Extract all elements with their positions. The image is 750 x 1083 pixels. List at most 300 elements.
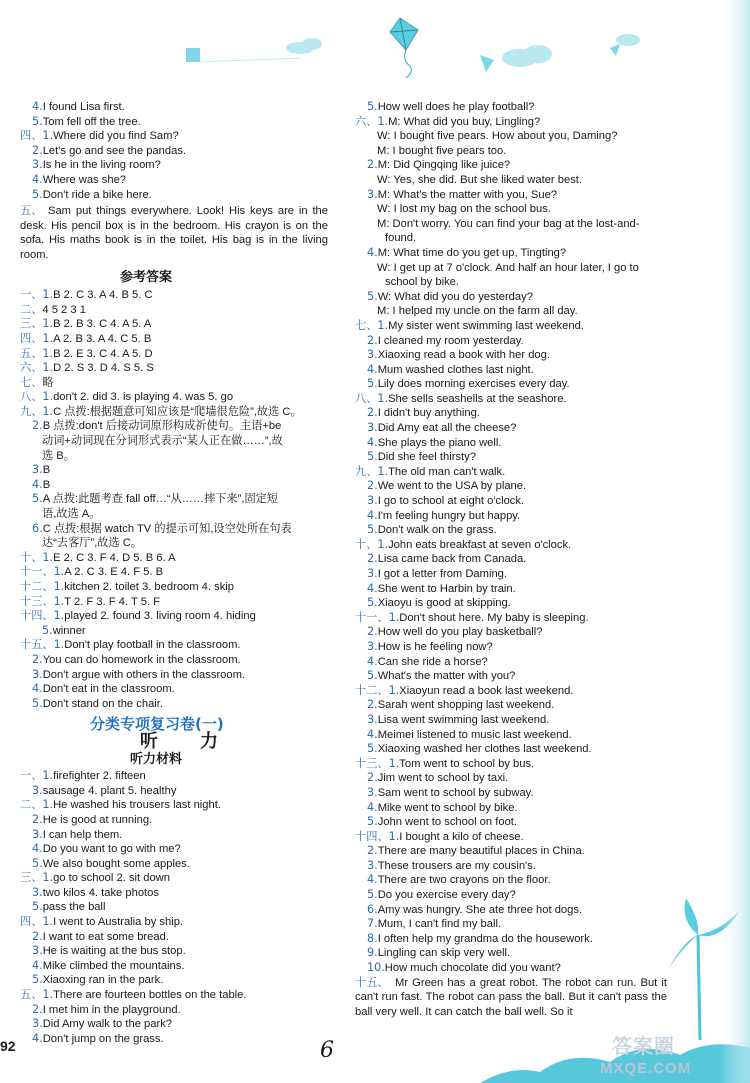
item-text: You can do homework in the classroom. xyxy=(42,653,241,666)
item-text: 达“去客厅”,故选 C。 xyxy=(42,537,143,550)
text-line xyxy=(20,1003,340,1018)
text-line xyxy=(20,784,340,799)
item-text: sausage 4. plant 5. healthy xyxy=(42,784,177,797)
text-line xyxy=(355,188,730,203)
item-text: Is he in the living room? xyxy=(42,159,161,172)
text-line xyxy=(20,944,340,959)
text-line xyxy=(355,698,730,713)
footer-left-number: 92 xyxy=(0,1038,16,1054)
item-number: 3. xyxy=(367,187,378,201)
text-line xyxy=(20,478,340,493)
item-number: 4. xyxy=(367,654,378,668)
item-text: B xyxy=(42,464,51,477)
item-number: 十四、1. xyxy=(355,829,400,843)
item-number: 5. xyxy=(367,450,378,464)
text-line xyxy=(20,668,340,683)
item-text: Don't walk on the grass. xyxy=(377,524,497,537)
item-number: 五、1. xyxy=(20,346,54,360)
item-text: 动词+动词现在分词形式表示“某人正在做……”,故 xyxy=(42,435,283,448)
item-number: 十一、1. xyxy=(20,565,65,579)
paragraph-number: 五、 xyxy=(20,204,43,218)
text-line xyxy=(355,158,730,173)
item-text: We also bought some apples. xyxy=(42,857,190,870)
item-text: D 2. S 3. D 4. S 5. S xyxy=(53,362,154,375)
item-number: 2. xyxy=(367,698,378,712)
item-text: We went to the USA by plane. xyxy=(377,480,527,493)
item-number: 5. xyxy=(367,100,378,113)
item-number: 4. xyxy=(367,581,378,595)
item-text: 选 B。 xyxy=(42,449,75,462)
text-line xyxy=(355,450,730,465)
item-number: 十五、1. xyxy=(20,638,65,652)
text-line xyxy=(20,930,340,945)
item-number: 2. xyxy=(32,143,43,157)
text-line xyxy=(20,332,340,347)
item-text: He washed his trousers last night. xyxy=(53,799,221,812)
item-text: kitchen 2. toilet 3. bedroom 4. skip xyxy=(64,581,235,593)
answer-title: 参考答案 xyxy=(120,269,173,285)
text-line xyxy=(355,363,730,378)
item-text: Don't play football in the classroom. xyxy=(64,639,241,652)
item-number: 十、1. xyxy=(20,550,54,564)
item-text: Sarah went shopping last weekend. xyxy=(377,699,555,712)
item-text: 略 xyxy=(42,376,54,389)
item-text: W: Yes, she did. But she liked water best. xyxy=(377,173,583,186)
paragraph-number: 十五、 xyxy=(355,975,389,989)
item-number: 4. xyxy=(32,958,43,972)
item-text: Xiaoyu is good at skipping. xyxy=(377,597,511,610)
item-number: 七、1. xyxy=(355,318,389,332)
item-number: 9. xyxy=(367,946,378,960)
text-line xyxy=(355,932,730,947)
item-number: 3. xyxy=(367,858,378,872)
text-line xyxy=(20,915,340,930)
item-text: Let's go and see the pandas. xyxy=(42,144,187,157)
item-text: B xyxy=(42,478,51,491)
item-text: Jim went to school by taxi. xyxy=(377,772,509,785)
right-lines xyxy=(355,100,730,976)
text-line xyxy=(355,640,730,655)
text-line xyxy=(355,509,730,524)
item-number: 5. xyxy=(367,377,378,391)
item-text: He is good at running. xyxy=(42,813,153,826)
item-number: 2. xyxy=(367,625,378,639)
text-line xyxy=(355,625,730,640)
item-number: 三、1. xyxy=(20,317,54,331)
item-text: Can she ride a horse? xyxy=(377,655,488,668)
text-line xyxy=(355,713,730,728)
text-line xyxy=(20,886,340,901)
kite-icon xyxy=(390,18,418,78)
text-line xyxy=(355,888,730,903)
text-line xyxy=(355,946,730,961)
text-line xyxy=(355,903,730,918)
item-text: Mum washed clothes last night. xyxy=(377,363,534,376)
item-text: Tom fell off the tree. xyxy=(42,115,141,128)
text-line xyxy=(355,334,730,349)
item-number: 6. xyxy=(367,902,378,916)
item-number: 四、1. xyxy=(20,331,54,345)
text-line xyxy=(355,873,730,888)
item-text: Don't argue with others in the classroom. xyxy=(42,668,246,681)
item-number: 3. xyxy=(32,944,43,958)
text-line xyxy=(355,844,730,859)
text-line xyxy=(355,742,730,757)
text-line xyxy=(355,377,730,392)
text-line xyxy=(20,173,340,188)
text-line xyxy=(20,1017,340,1032)
item-number: 3. xyxy=(367,348,378,362)
item-text: Lingling can skip very well. xyxy=(377,947,511,960)
text-line xyxy=(355,757,730,772)
text-line xyxy=(355,144,730,159)
item-text: Lisa went swimming last weekend. xyxy=(377,713,550,726)
text-line xyxy=(355,290,730,305)
text-line xyxy=(20,595,340,610)
text-line xyxy=(355,304,730,319)
text-line xyxy=(20,303,340,318)
text-line xyxy=(355,348,730,363)
item-text: I got a letter from Daming. xyxy=(377,568,508,580)
item-text: I didn't buy anything. xyxy=(377,407,480,420)
text-line xyxy=(20,158,340,173)
item-text: Amy was hungry. She ate three hot dogs. xyxy=(377,903,583,916)
item-number: 一、1. xyxy=(20,288,54,302)
item-number: 5. xyxy=(367,742,378,756)
item-text: How much chocolate did you want? xyxy=(384,962,561,975)
item-text: He is waiting at the bus stop. xyxy=(42,945,186,958)
item-text: Tom went to school by bus. xyxy=(399,757,535,770)
item-number: 5. xyxy=(42,623,53,637)
item-text: I met him in the playground. xyxy=(42,1003,181,1016)
item-number: 3. xyxy=(32,783,43,797)
item-text: I can help them. xyxy=(42,828,123,841)
item-number: 4. xyxy=(367,362,378,376)
item-number: 4. xyxy=(32,100,43,113)
item-text: John eats breakfast at seven o'clock. xyxy=(388,538,572,551)
text-line xyxy=(20,522,340,537)
item-number: 3. xyxy=(32,158,43,172)
text-line xyxy=(355,202,730,217)
item-text: I found Lisa first. xyxy=(42,101,125,113)
item-text: Don't ride a bike here. xyxy=(42,188,152,201)
item-number: 5. xyxy=(367,888,378,902)
item-text: I'm feeling hungry but happy. xyxy=(377,509,521,522)
item-number: 10. xyxy=(367,961,385,975)
item-number: 4. xyxy=(367,435,378,449)
item-number: 5. xyxy=(32,973,43,987)
text-line xyxy=(20,551,340,566)
item-text: 语,故选 A。 xyxy=(42,508,101,521)
item-text: I went to Australia by ship. xyxy=(53,916,184,929)
left-paragraph xyxy=(20,204,328,262)
item-number: 3. xyxy=(32,885,43,899)
text-line xyxy=(355,494,730,509)
item-text: I want to eat some bread. xyxy=(42,930,169,943)
item-text: These trousers are my cousin's. xyxy=(377,859,536,872)
listening-subtitle: 听力材料 xyxy=(130,751,183,767)
text-line xyxy=(20,347,340,362)
text-line xyxy=(355,479,730,494)
item-text: B 2. E 3. C 4. A 5. D xyxy=(53,347,153,360)
item-number: 十二、1. xyxy=(20,580,65,593)
text-line xyxy=(355,261,730,276)
item-text: M: Did Qingqing like juice? xyxy=(377,159,511,172)
item-text: don't 2. did 3. is playing 4. was 5. go xyxy=(53,391,234,404)
item-text: Xiaoxing read a book with her dog. xyxy=(377,349,550,362)
text-line xyxy=(20,492,340,507)
review-title: 分类专项复习卷(一) xyxy=(90,715,224,734)
item-number: 4. xyxy=(367,508,378,522)
item-text: M: I bought five pears too. xyxy=(377,144,507,157)
paragraph-text: Mr Green has a great robot. The robot can run. But it can't run fast. The robot can pass the ball. But it can't pass the ball very well. It can catch the ball well. So it xyxy=(355,976,667,1018)
text-line xyxy=(20,973,340,988)
item-text: A 2. B 3. A 4. C 5. B xyxy=(53,332,152,345)
small-kite-icon xyxy=(186,44,620,72)
item-number: 5. xyxy=(367,523,378,537)
item-text: I bought a kilo of cheese. xyxy=(399,830,524,843)
text-line xyxy=(355,275,730,290)
item-number: 5. xyxy=(367,596,378,610)
item-number: 5. xyxy=(32,900,43,914)
item-number: 2. xyxy=(32,1002,43,1016)
text-line xyxy=(355,421,730,436)
text-line xyxy=(20,638,340,653)
item-number: 三、1. xyxy=(20,871,54,885)
text-line xyxy=(355,115,730,130)
text-line xyxy=(20,798,340,813)
text-line xyxy=(20,988,340,1003)
item-number: 4. xyxy=(32,842,43,856)
item-number: 3. xyxy=(367,421,378,435)
text-line xyxy=(20,624,340,639)
item-number: 2. xyxy=(367,333,378,347)
text-line xyxy=(355,231,730,246)
item-text: A 2. C 3. E 4. F 5. B xyxy=(64,566,164,579)
item-text: pass the ball xyxy=(42,901,106,914)
item-number: 十三、1. xyxy=(20,594,65,608)
item-text: Where did you find Sam? xyxy=(53,130,179,143)
item-text: How well do you play basketball? xyxy=(377,626,543,639)
item-number: 2. xyxy=(367,844,378,858)
item-number: 4. xyxy=(367,873,378,887)
item-number: 3. xyxy=(32,1017,43,1031)
item-number: 2. xyxy=(32,929,43,943)
text-line xyxy=(20,188,340,203)
item-text: Where was she? xyxy=(42,173,127,186)
item-text: There are fourteen bottles on the table. xyxy=(53,989,247,1002)
text-line xyxy=(20,419,340,434)
text-line xyxy=(355,392,730,407)
text-line xyxy=(355,669,730,684)
item-text: Mike went to school by bike. xyxy=(377,801,518,814)
item-number: 一、1. xyxy=(20,769,54,783)
item-number: 四、1. xyxy=(20,129,54,143)
item-text: firefighter 2. fifteen xyxy=(53,770,146,783)
item-number: 2. xyxy=(367,406,378,420)
item-number: 4. xyxy=(32,477,43,491)
text-line xyxy=(20,100,340,115)
item-number: 十三、1. xyxy=(355,756,400,770)
cloud-icon xyxy=(286,34,640,67)
text-line xyxy=(20,1032,340,1047)
item-number: 3. xyxy=(32,827,43,841)
item-text: There are two crayons on the floor. xyxy=(377,874,551,887)
item-text: B 2. B 3. C 4. A 5. A xyxy=(53,318,152,331)
item-number: 4. xyxy=(367,727,378,741)
item-number: 5. xyxy=(367,815,378,829)
item-number: 3. xyxy=(367,567,378,580)
item-text: A 点拨:此题考查 fall off…“从……摔下来”,固定短 xyxy=(42,493,279,506)
right-column xyxy=(355,100,730,1019)
text-line xyxy=(20,449,340,464)
item-text: Lisa came back from Canada. xyxy=(377,553,527,566)
listening-title: 听 力 xyxy=(140,730,230,752)
item-text: M: Don't worry. You can find your bag at the lost-and- xyxy=(377,217,640,230)
text-line xyxy=(355,246,730,261)
item-text: Meimei listened to music last weekend. xyxy=(377,728,572,741)
text-line xyxy=(20,871,340,886)
item-text: I cleaned my room yesterday. xyxy=(377,334,524,347)
text-line xyxy=(20,463,340,478)
item-number: 十四、1. xyxy=(20,609,65,623)
item-number: 3. xyxy=(32,667,43,681)
text-line xyxy=(20,144,340,159)
item-text: Don't jump on the grass. xyxy=(42,1032,164,1045)
item-text: M: I helped my uncle on the farm all day. xyxy=(377,305,578,318)
item-text: Don't stand on the chair. xyxy=(42,697,163,710)
text-line xyxy=(355,596,730,611)
item-text: C 点拨:根据 watch TV 的提示可知,设空处所在句表 xyxy=(42,522,292,535)
text-line xyxy=(355,567,730,582)
text-line xyxy=(20,842,340,857)
item-text: What's the matter with you? xyxy=(377,670,516,683)
item-number: 5. xyxy=(367,289,378,303)
text-line xyxy=(20,317,340,332)
text-line xyxy=(20,434,340,449)
item-text: Do you want to go with me? xyxy=(42,843,181,856)
text-line xyxy=(355,406,730,421)
item-number: 2. xyxy=(32,812,43,826)
item-text: Lily does morning exercises every day. xyxy=(377,378,570,391)
item-number: 五、1. xyxy=(20,988,54,1002)
item-text: She plays the piano well. xyxy=(377,436,502,449)
item-text: Xiaoxing ran in the park. xyxy=(42,974,164,987)
item-number: 2. xyxy=(367,479,378,493)
item-number: 八、1. xyxy=(20,390,54,404)
item-text: E 2. C 3. F 4. D 5. B 6. A xyxy=(53,551,176,564)
text-line xyxy=(20,813,340,828)
item-text: Mike climbed the mountains. xyxy=(42,959,185,972)
item-text: go to school 2. sit down xyxy=(53,872,170,885)
text-line xyxy=(20,682,340,697)
item-text: I go to school at eight o'clock. xyxy=(377,495,525,508)
item-text: How is he feeling now? xyxy=(377,640,493,653)
left-column xyxy=(20,100,340,1046)
item-text: Xiaoyun read a book last weekend. xyxy=(399,684,574,697)
item-number: 5. xyxy=(32,492,43,506)
text-line xyxy=(20,288,340,303)
item-text: Xiaoxing washed her clothes last weekend. xyxy=(377,743,592,756)
item-text: W: I bought five pears. How about you, Daming? xyxy=(377,130,618,143)
watermark-url: MXQE.COM xyxy=(600,1060,692,1077)
item-text: played 2. found 3. living room 4. hiding xyxy=(64,610,256,623)
item-text: Sam went to school by subway. xyxy=(377,786,534,799)
text-line xyxy=(355,523,730,538)
text-line xyxy=(355,684,730,699)
text-line xyxy=(20,697,340,712)
analysis-lines xyxy=(20,405,340,711)
text-line xyxy=(355,961,730,976)
item-text: Did Amy walk to the park? xyxy=(42,1018,173,1031)
item-text: Don't shout here. My baby is sleeping. xyxy=(399,611,589,624)
text-line xyxy=(355,129,730,144)
text-line xyxy=(20,769,340,784)
item-text: M: What time do you get up, Tingting? xyxy=(377,246,567,259)
item-number: 5. xyxy=(32,696,43,710)
item-number: 九、1. xyxy=(20,404,54,418)
right-paragraph xyxy=(355,976,667,1020)
paragraph-text: Sam put things everywhere. Look! His keys are in the desk. His pencil box is in the bedroom. His crayon is on the sofa. His maths book is in the toilet. His bag is in the living room. xyxy=(20,205,328,261)
item-number: 2. xyxy=(367,158,378,172)
text-line xyxy=(355,728,730,743)
item-number: 5. xyxy=(32,114,43,128)
item-number: 4. xyxy=(32,172,43,186)
text-line xyxy=(20,115,340,130)
text-line xyxy=(20,828,340,843)
item-text: B 2. C 3. A 4. B 5. C xyxy=(53,289,153,302)
text-line xyxy=(20,390,340,405)
text-line xyxy=(20,405,340,420)
item-number: 四、1. xyxy=(20,915,54,929)
item-number: 七、 xyxy=(20,375,43,389)
item-text: school by bike. xyxy=(385,276,460,289)
text-line xyxy=(355,801,730,816)
item-text: Did she feel thirsty? xyxy=(377,451,476,464)
answer-lines xyxy=(20,288,340,405)
text-line xyxy=(20,580,340,595)
text-line xyxy=(355,830,730,845)
text-line xyxy=(20,857,340,872)
item-number: 十二、1. xyxy=(355,683,400,697)
item-number: 5. xyxy=(32,856,43,870)
item-number: 六、1. xyxy=(355,114,389,128)
item-number: 4. xyxy=(32,682,43,696)
text-line xyxy=(20,507,340,522)
text-line xyxy=(20,609,340,624)
text-line xyxy=(20,900,340,915)
item-number: 5. xyxy=(367,669,378,683)
page-number: 6 xyxy=(320,1038,334,1063)
item-text: winner xyxy=(52,624,86,637)
item-number: 2. xyxy=(367,552,378,566)
item-text: 4 5 2 3 1 xyxy=(42,303,86,316)
text-line xyxy=(20,361,340,376)
item-text: How well does he play football? xyxy=(377,101,535,113)
text-line xyxy=(20,129,340,144)
text-line xyxy=(355,552,730,567)
item-number: 3. xyxy=(367,712,378,726)
item-number: 3. xyxy=(367,494,378,508)
listening-lines xyxy=(20,769,340,1046)
item-number: 4. xyxy=(32,1031,43,1045)
item-text: She went to Harbin by train. xyxy=(377,582,516,595)
text-line xyxy=(20,536,340,551)
item-number: 3. xyxy=(367,785,378,799)
item-number: 5. xyxy=(32,187,43,201)
item-number: 九、1. xyxy=(355,464,389,478)
item-text: She sells seashells at the seashore. xyxy=(388,392,567,405)
